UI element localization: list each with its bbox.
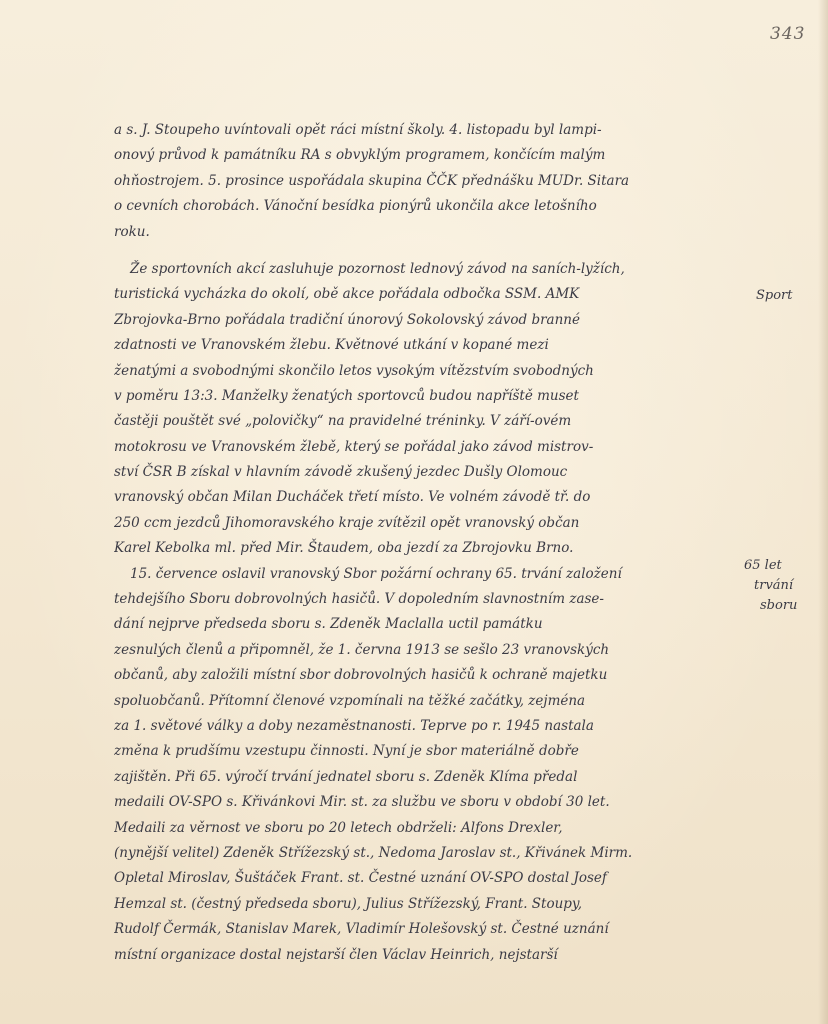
page-edge-shadow (818, 0, 828, 1024)
paragraph-sport (114, 257, 732, 562)
text-line: Opletal Miroslav, Šuštáček Frant. st. Čestné uznání OV-SPO dostal Josef (114, 870, 607, 887)
text-line: občanů, aby založili místní sbor dobrovolných hasičů k ochraně majetku (114, 667, 608, 684)
text-line: zesnulých členů a připomněl, že 1. června 1913 se sešlo 23 vranovských (114, 641, 610, 658)
text-line: Hemzal st. (čestný předseda sboru), Julius Střížezský, Frant. Stoupy, (114, 895, 583, 912)
text-line: spoluobčanů. Přítomní členové vzpomínali na těžké začátky, zejména (114, 692, 586, 709)
margin-note-line: 65 let (744, 558, 782, 573)
text-line: Rudolf Čermák, Stanislav Marek, Vladimír Holešovský st. Čestné uznání (114, 921, 609, 938)
text-line: zdatnosti ve Vranovském žlebu. Květnové utkání v kopané mezi (114, 337, 549, 354)
text-line: onový průvod k památníku RA s obvyklým programem, končícím malým (114, 147, 606, 164)
text-line: o cevních chorobách. Vánoční besídka pionýrů ukončila akce letošního (114, 198, 597, 215)
text-line: v poměru 13:3. Manželky ženatých sportovců budou napříště muset (114, 387, 579, 404)
margin-note-line: sboru (760, 598, 798, 613)
text-line: a s. J. Stoupeho uvíntovali opět ráci místní školy. 4. listopadu byl lampi- (114, 122, 602, 138)
text-line: ohňostrojem. 5. prosince uspořádala skupina ČČK přednášku MUDr. Sitara (114, 172, 630, 189)
text-line: zajištěn. Při 65. výročí trvání jednatel sboru s. Zdeněk Klíma předal (114, 768, 578, 785)
text-line: 250 ccm jezdců Jihomoravského kraje zvítězil opět vranovský občan (114, 514, 580, 531)
text-line: Medaili za věrnost ve sboru po 20 letech obdrželi: Alfons Drexler, (114, 819, 563, 836)
text-line: Že sportovních akcí zasluhuje pozornost lednový závod na saních-lyžích, (130, 260, 625, 277)
text-line: tehdejšího Sboru dobrovolných hasičů. V dopoledním slavnostním zase- (114, 591, 604, 608)
paragraph-events (114, 118, 732, 245)
text-line: medaili OV-SPO s. Křivánkovi Mir. st. za službu ve sboru v období 30 let. (114, 794, 610, 811)
text-line: turistická vycházka do okolí, obě akce pořádala odbočka SSM. AMK (114, 286, 580, 303)
text-line: ženatými a svobodnými skončilo letos vysokým vítězstvím svobodných (114, 362, 594, 379)
text-line: místní organizace dostal nejstarší člen Václav Heinrich, nejstarší (114, 946, 558, 963)
margin-note-sport: Sport (756, 288, 793, 303)
text-line: Zbrojovka-Brno pořádala tradiční únorový Sokolovský závod branné (114, 311, 580, 328)
text-line: ství ČSR B získal v hlavním závodě zkušený jezdec Dušly Olomouc (114, 464, 568, 481)
text-line: (nynější velitel) Zdeněk Střížezský st., Nedoma Jaroslav st., Křivánek Mirm. (114, 844, 633, 861)
text-line: 15. července oslavil vranovský Sbor požární ochrany 65. trvání založení (130, 565, 622, 582)
page-number: 343 (770, 24, 806, 44)
text-line: dání nejprve předseda sboru s. Zdeněk Maclalla uctil památku (114, 616, 543, 633)
text-line: roku. (114, 223, 150, 240)
handwritten-body (114, 118, 732, 968)
paragraph-fire-brigade (114, 562, 732, 968)
text-line: vranovský občan Milan Ducháček třetí místo. Ve volném závodě tř. do (114, 489, 591, 506)
margin-note-line: trvání (754, 578, 794, 593)
margin-note-anniversary (744, 556, 816, 616)
text-line: změna k prudšímu vzestupu činnosti. Nyní je sbor materiálně dobře (114, 743, 579, 760)
text-line: častěji pouštět své „polovičky“ na pravidelné tréninky. V září-ovém (114, 413, 572, 430)
text-line: Karel Kebolka ml. před Mir. Štaudem, oba jezdí za Zbrojovku Brno. (114, 540, 574, 557)
text-line: za 1. světové války a doby nezaměstnanosti. Teprve po r. 1945 nastala (114, 717, 594, 734)
text-line: motokrosu ve Vranovském žlebě, který se pořádal jako závod mistrov- (114, 438, 594, 455)
